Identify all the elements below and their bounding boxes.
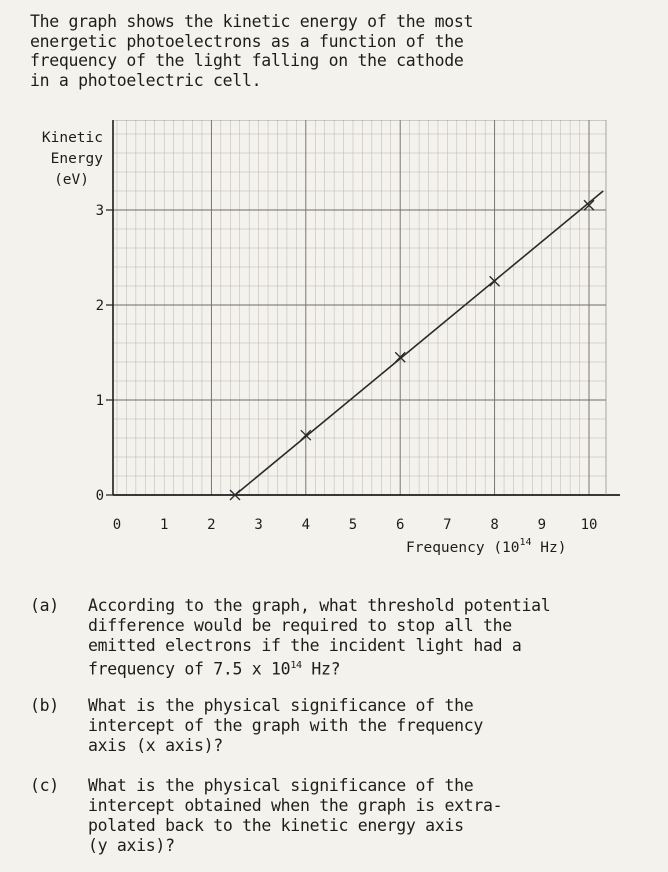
question-label: (b) <box>30 696 59 715</box>
question-line-part: Hz? <box>301 659 341 679</box>
x-tick-label: 4 <box>301 517 311 533</box>
question-line: What is the physical significance of the <box>88 776 474 795</box>
x-label-unit: (10 <box>493 540 520 556</box>
y-label-line-1: Kinetic <box>41 130 103 146</box>
x-axis-label <box>406 537 566 556</box>
question-text <box>88 596 550 680</box>
x-tick-label: 0 <box>112 517 122 533</box>
grid-minor <box>113 120 606 495</box>
question-line: intercept obtained when the graph is extra- <box>88 796 503 815</box>
intro-line: frequency of the light falling on the cathode <box>30 51 464 70</box>
intro-line: energetic photoelectrons as a function of the <box>30 31 464 51</box>
question-text <box>88 776 502 856</box>
kinetic-energy-chart <box>0 120 668 570</box>
question-line: emitted electrons if the incident light had a <box>88 636 522 655</box>
x-label-unit-tail: Hz) <box>531 540 567 556</box>
exponent: 14 <box>290 660 302 671</box>
question-line-part: frequency of 7.5 x 10 <box>88 659 291 679</box>
x-tick-label: 7 <box>443 517 452 533</box>
x-tick-label: 5 <box>348 517 358 533</box>
y-tick-label: 1 <box>95 393 104 409</box>
question-line <box>88 656 550 680</box>
x-tick-label: 10 <box>580 517 598 533</box>
x-label-exp: 14 <box>519 537 532 548</box>
y-label-line-3: (eV) <box>54 172 89 188</box>
x-tick-label: 9 <box>537 517 547 533</box>
question-label: (a) <box>30 596 59 615</box>
axes <box>113 120 620 495</box>
intro-text <box>30 12 630 90</box>
y-tick-label: 3 <box>95 203 104 219</box>
x-tick-label: 3 <box>254 517 263 533</box>
question-line: intercept of the graph with the frequency <box>88 716 483 735</box>
grid-major <box>113 120 606 495</box>
x-tick-label: 1 <box>159 517 169 533</box>
question-label: (c) <box>30 776 59 795</box>
data-series <box>230 191 603 500</box>
question-line: (y axis)? <box>88 836 175 855</box>
question-line: polated back to the kinetic energy axis <box>88 816 464 835</box>
tick-labels <box>96 203 598 533</box>
y-tick-label: 0 <box>95 488 104 504</box>
question-line: axis (x axis)? <box>88 736 223 755</box>
y-label-line-2: Energy <box>50 151 103 167</box>
y-tick-label: 2 <box>95 298 104 314</box>
x-label-word: Frequency <box>406 540 485 556</box>
question-text <box>88 696 483 756</box>
question-line: difference would be required to stop all the <box>88 616 512 635</box>
x-tick-label: 8 <box>490 517 499 533</box>
intro-line: in a photoelectric cell. <box>30 70 262 90</box>
x-tick-label: 6 <box>395 517 405 533</box>
x-tick-label: 2 <box>207 517 216 533</box>
question-line: What is the physical significance of the <box>88 696 474 715</box>
question-line: According to the graph, what threshold potential <box>88 596 551 615</box>
intro-line: The graph shows the kinetic energy of the most <box>30 12 474 31</box>
